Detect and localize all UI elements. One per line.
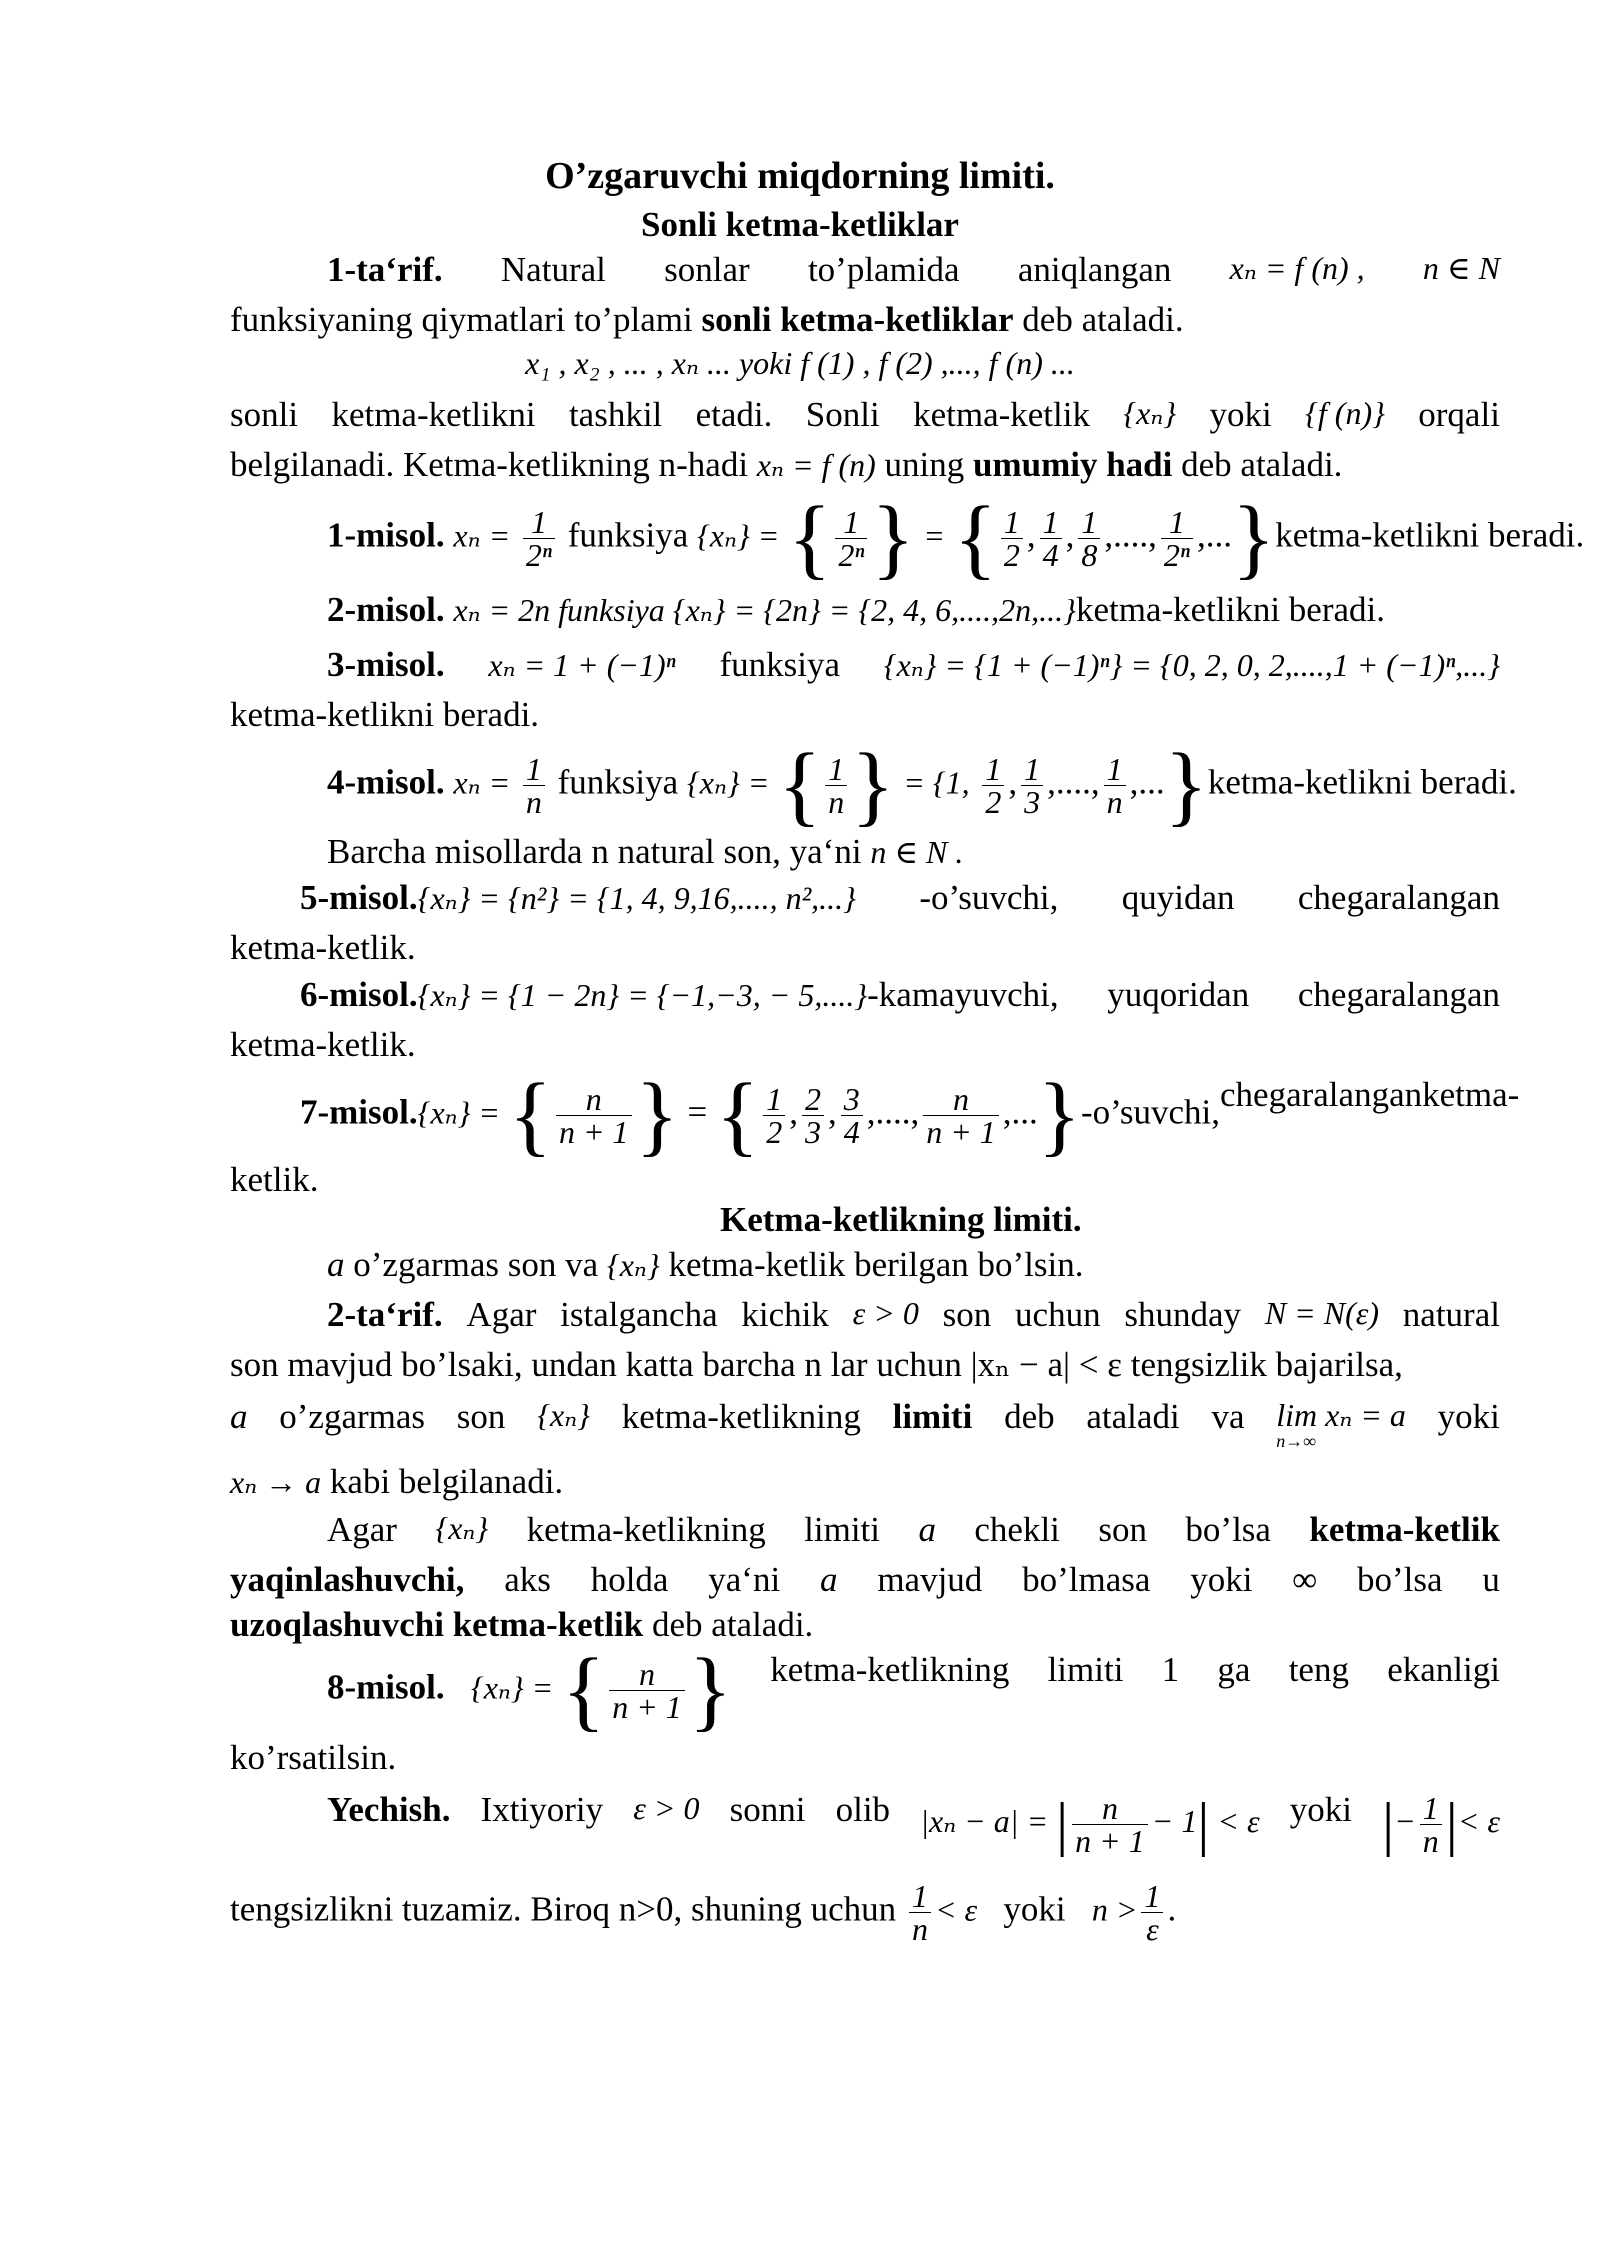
text: ketma-ketlikni beradi. — [1275, 515, 1585, 555]
example-label: 8-misol. — [327, 1667, 445, 1707]
example-7-cont: ketlik. — [230, 1160, 319, 1199]
text: ketma-ketlikni beradi. — [1207, 762, 1517, 802]
text: ketma-ketlikni beradi. — [1075, 590, 1385, 629]
text: -o’suvchi, — [1081, 1092, 1221, 1132]
def1-text: funksiyaning qiymatlari to’plami — [230, 300, 702, 339]
example-label: 4-misol. — [327, 762, 445, 802]
math: xₙ = — [453, 517, 511, 554]
math: {xₙ} = {n²} = {1, 4, 9,16,...., n²,...} — [417, 880, 856, 916]
example-4: 4-misol. xₙ = $\frac{1}{n}$ funksiya {xₙ} = { $\frac{1}{n}$ } = {1, $\frac{1}{2}$ , $\frac{1}{3}$ ,...., $\frac{1}{n}$ ,...}ketma-ketlikni beradi. — [327, 736, 1517, 835]
text: funksiya — [557, 762, 679, 802]
def2-line2: son mavjud bo’lsaki, undan katta barcha n lar uchun |xₙ − a| < ε tengsizlik bajarilsa, — [230, 1345, 1403, 1384]
def1-word: to’plamida — [807, 250, 960, 289]
def1-word: etadi. — [695, 395, 773, 434]
note-line — [327, 832, 963, 872]
math: = — [923, 517, 945, 554]
text: o’zgarmas son va — [344, 1245, 607, 1284]
def1-term: umumiy hadi — [973, 445, 1173, 484]
example-6-cont: ketma-ketlik. — [230, 1025, 416, 1064]
def1-word: tashkil — [568, 395, 663, 434]
example-label: 2-misol. — [327, 590, 445, 629]
text: -kamayuvchi, — [867, 975, 1059, 1014]
def1-line1 — [327, 250, 1500, 290]
text: chegaralangan — [1297, 878, 1500, 917]
math: {xₙ} = — [686, 764, 770, 801]
math: xₙ = — [453, 764, 511, 801]
example-label: 1-misol. — [327, 515, 445, 555]
def1-word: Natural — [500, 250, 606, 289]
fraction: $\frac{1}{\text{2ⁿ}}$ — [523, 506, 555, 571]
def1-label: 1-ta‘rif. — [327, 250, 443, 289]
math: {xₙ} = {1 + (−1)ⁿ} = {0, 2, 0, 2,....,1 + (−1)ⁿ,...} — [883, 647, 1501, 683]
def2-label: 2-ta‘rif. — [327, 1295, 443, 1334]
fraction: $\frac{1}{\text{2ⁿ}}$ — [835, 506, 867, 571]
example-label: 7-misol. — [300, 1092, 418, 1132]
conv-line2: yaqinlashuvchi, aks holda ya‘ni a mavjud bo’lmasa yoki ∞ bo’lsa u — [230, 1560, 1500, 1599]
math: {xₙ} = — [417, 1094, 500, 1131]
text: chegaralangan — [1297, 975, 1500, 1014]
math: {xₙ} — [606, 1247, 660, 1283]
conv-line3: uzoqlashuvchi ketma-ketlik deb ataladi. — [230, 1605, 814, 1644]
example-8-cont: ko’rsatilsin. — [230, 1738, 397, 1777]
def2-line3: a o’zgarmas son {xₙ} ketma-ketlikning limiti deb ataladi va lim xₙ = a n→∞ yoki — [230, 1397, 1500, 1451]
text: funksiya — [567, 515, 689, 555]
example-label: 5-misol. — [300, 878, 418, 917]
def1-line5 — [230, 445, 1342, 485]
example-6 — [300, 975, 1500, 1015]
def1-term: sonli ketma-ketliklar — [701, 300, 1014, 339]
def1-text: deb ataladi. — [1013, 300, 1184, 339]
def1-formula-xn: xₙ = f (n) , — [1229, 250, 1365, 286]
page-subtitle: Sonli ketma-ketliklar — [641, 205, 959, 244]
def1-word: aniqlangan — [1017, 250, 1172, 289]
def1-text: belgilanadi. Ketma-ketlikning n-hadi — [230, 445, 757, 484]
def1-word: sonlar — [664, 250, 750, 289]
example-3-cont: ketma-ketlikni beradi. — [230, 695, 540, 734]
conv-line1: Agar {xₙ} ketma-ketlikning limiti a chekli son bo’lsa ketma-ketlik — [327, 1510, 1500, 1549]
example-5 — [300, 878, 1500, 918]
solution-label: Yechish. — [327, 1790, 451, 1829]
math: = {1, — [903, 764, 970, 801]
def1-word: ketma-ketlik — [913, 395, 1090, 434]
math: n ∈ N . — [870, 834, 964, 870]
math: xₙ = 2n funksiya {xₙ} = {2n} = {2, 4, 6,....,2n,...} — [453, 592, 1076, 628]
def1-word: orqali — [1418, 395, 1500, 434]
math: a — [327, 1245, 345, 1284]
def1-text: deb ataladi. — [1172, 445, 1343, 484]
solution-line1: Yechish. Ixtiyoriy ε > 0 sonni olib |xₙ − a| = | $\frac{n}{n + 1}$ − 1| < ε yoki |− $\frac{1}{n}$ |< ε — [327, 1790, 1500, 1859]
page-title: O’zgaruvchi miqdorning limiti. — [545, 155, 1055, 197]
def1-line2 — [230, 300, 1184, 340]
def1-seq-formula: x₁ , x₂ , ... , xₙ ... yoki f (1) , f (2) ,..., f (n) ... — [525, 345, 1075, 381]
math: {xₙ} = — [697, 517, 780, 554]
text: funksiya — [719, 645, 841, 684]
def1-line4 — [230, 395, 1500, 435]
def2-line1: 2-ta‘rif. Agar istalgancha kichik ε > 0 son uchun shunday N = N(ε) natural — [327, 1295, 1500, 1334]
def2-line4: xₙ → a kabi belgilanadi. — [230, 1462, 564, 1501]
math: xₙ = 1 + (−1)ⁿ — [488, 647, 676, 683]
math: {xₙ} = — [470, 1669, 554, 1706]
def1-set-xn: {xₙ} — [1123, 395, 1177, 431]
abs-expression: |xₙ − a| = | $\frac{n}{n + 1}$ − 1| < ε — [920, 1790, 1260, 1859]
limit-formula: lim xₙ = a n→∞ — [1276, 1397, 1406, 1451]
example-2 — [327, 590, 1385, 630]
text: quyidan — [1121, 878, 1235, 917]
example-label: 6-misol. — [300, 975, 418, 1014]
def1-general-term: xₙ = f (n) — [756, 447, 876, 483]
example-8: 8-misol. {xₙ} = { $\frac{n}{n + 1}$ } ketma-ketlikning limiti 1 ga teng ekanligi — [327, 1641, 1500, 1740]
def2-intro — [327, 1245, 1083, 1285]
text: ketma-ketlik berilgan bo’lsin. — [659, 1245, 1084, 1284]
solution-line2: tengsizlikni tuzamiz. Biroq n>0, shuning uchun $\frac{1}{n}$ < ε yoki n > $\frac{1}{\varepsilon}$ . — [230, 1878, 1177, 1947]
example-7: 7-misol.{xₙ} = { $\frac{n}{n + 1}$ } = { $\frac{1}{2}$ , $\frac{2}{3}$ , $\frac{3}{4}$ ,...., $\frac{n}{n + 1}$ ,...}-o’suvchi, chegaralanganketma- — [300, 1066, 1520, 1165]
def1-word: yoki — [1209, 395, 1272, 434]
example-3 — [327, 645, 1500, 685]
def1-word: ketma-ketlikni — [331, 395, 536, 434]
def1-word: sonli — [230, 395, 299, 434]
text: yuqoridan — [1107, 975, 1250, 1014]
text: Barcha misollarda n natural son, ya‘ni — [327, 832, 871, 871]
math: {xₙ} = {1 − 2n} = {−1,−3, − 5,....} — [417, 977, 868, 1013]
example-1: 1-misol. xₙ = $\frac{1}{\text{2ⁿ}}$ funksiya {xₙ} = { $\frac{1}{\text{2ⁿ}}$ } = { $\frac{1}{2}$ , $\frac{1}{4}$ , $\frac{1}{8}$ ,...., $\frac{1}{\text{2ⁿ}}$ ,...}ketma-ketlikni beradi. — [327, 489, 1585, 588]
def1-set-fn: {f (n)} — [1305, 395, 1385, 431]
example-label: 3-misol. — [327, 645, 445, 684]
def1-word: Sonli — [805, 395, 880, 434]
def1-text: uning — [875, 445, 973, 484]
text: -o’suvchi, — [919, 878, 1059, 917]
section-title: Ketma-ketlikning limiti. — [720, 1200, 1082, 1239]
text: chegaralanganketma- — [1220, 1075, 1520, 1114]
def1-formula-nN: n ∈ N — [1422, 250, 1500, 286]
example-5-cont: ketma-ketlik. — [230, 928, 416, 967]
